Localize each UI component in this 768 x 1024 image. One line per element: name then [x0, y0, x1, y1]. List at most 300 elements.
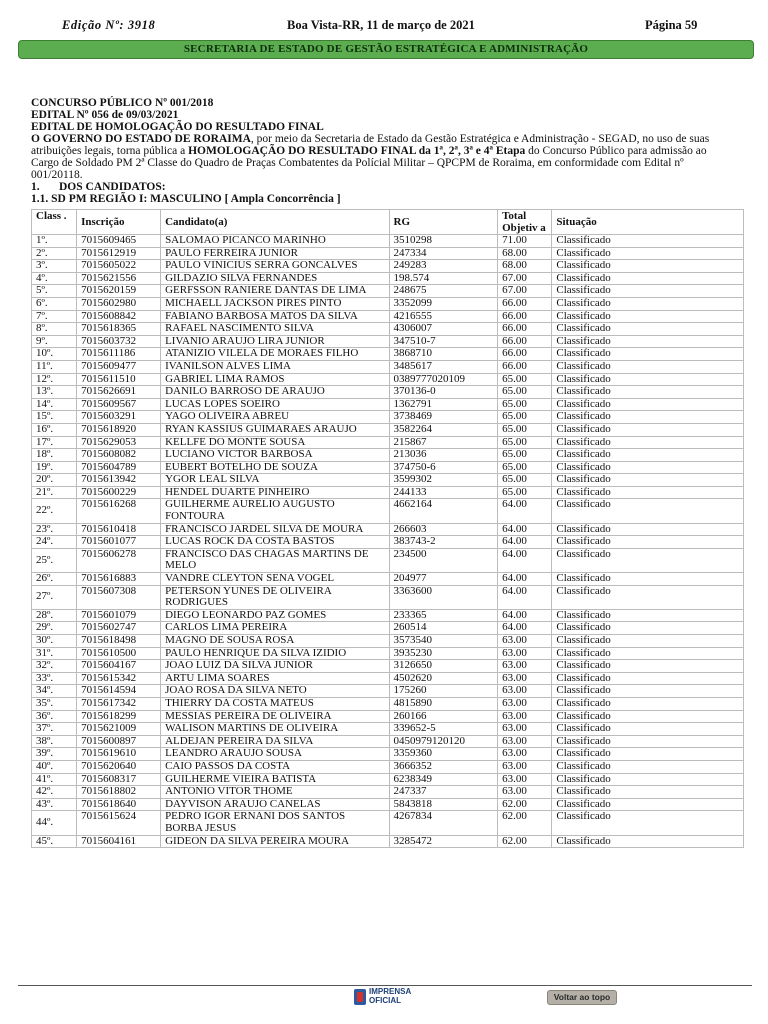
cell-candidato: GIDEON DA SILVA PEREIRA MOURA — [161, 835, 389, 848]
cell-total: 67.00 — [498, 285, 552, 298]
cell-inscricao: 7015612919 — [77, 247, 161, 260]
cell-rg: 213036 — [389, 449, 498, 462]
table-row — [32, 423, 744, 436]
cell-situacao: Classificado — [552, 635, 744, 648]
cell-candidato: PAULO FERREIRA JUNIOR — [161, 247, 389, 260]
cell-total: 68.00 — [498, 260, 552, 273]
cell-situacao: Classificado — [552, 285, 744, 298]
cell-inscricao: 7015601077 — [77, 536, 161, 549]
cell-total: 62.00 — [498, 811, 552, 835]
cell-class: 20º. — [32, 474, 77, 487]
cell-rg: 175260 — [389, 685, 498, 698]
cell-situacao: Classificado — [552, 436, 744, 449]
cell-rg: 234500 — [389, 548, 498, 572]
cell-class: 43º. — [32, 798, 77, 811]
logo-text-2: OFICIAL — [369, 996, 401, 1005]
cell-situacao: Classificado — [552, 373, 744, 386]
cell-candidato: GUILHERME VIEIRA BATISTA — [161, 773, 389, 786]
cell-class: 32º. — [32, 660, 77, 673]
table-row — [32, 461, 744, 474]
cell-class: 14º. — [32, 398, 77, 411]
cell-situacao: Classificado — [552, 323, 744, 336]
cell-inscricao: 7015607308 — [77, 585, 161, 609]
cell-inscricao: 7015616268 — [77, 499, 161, 523]
cell-total: 63.00 — [498, 672, 552, 685]
table-row — [32, 710, 744, 723]
cell-inscricao: 7015609465 — [77, 235, 161, 248]
table-row — [32, 685, 744, 698]
table-row — [32, 310, 744, 323]
cell-total: 63.00 — [498, 685, 552, 698]
cell-candidato: MESSIAS PEREIRA DE OLIVEIRA — [161, 710, 389, 723]
cell-inscricao: 7015626691 — [77, 386, 161, 399]
cell-total: 63.00 — [498, 710, 552, 723]
cell-situacao: Classificado — [552, 247, 744, 260]
cell-class: 11º. — [32, 360, 77, 373]
cell-situacao: Classificado — [552, 335, 744, 348]
cell-rg: 3363600 — [389, 585, 498, 609]
cell-total: 65.00 — [498, 486, 552, 499]
cell-class: 16º. — [32, 423, 77, 436]
cell-total: 65.00 — [498, 373, 552, 386]
cell-class: 35º. — [32, 697, 77, 710]
cell-rg: 3666352 — [389, 760, 498, 773]
cell-inscricao: 7015604789 — [77, 461, 161, 474]
table-row — [32, 835, 744, 848]
concurso-line: CONCURSO PÚBLICO Nº 001/2018 — [31, 97, 214, 109]
cell-candidato: LUCAS ROCK DA COSTA BASTOS — [161, 536, 389, 549]
cell-candidato: CAIO PASSOS DA COSTA — [161, 760, 389, 773]
table-row — [32, 748, 744, 761]
cell-situacao: Classificado — [552, 760, 744, 773]
page-number: Página 59 — [645, 18, 698, 32]
cell-total: 66.00 — [498, 335, 552, 348]
cell-situacao: Classificado — [552, 348, 744, 361]
table-row — [32, 585, 744, 609]
cell-situacao: Classificado — [552, 386, 744, 399]
edital-title: EDITAL DE HOMOLOGAÇÃO DO RESULTADO FINAL — [31, 121, 324, 133]
edition-number: Edição Nº: 3918 — [62, 18, 156, 32]
cell-situacao: Classificado — [552, 461, 744, 474]
cell-candidato: GILDAZIO SILVA FERNANDES — [161, 272, 389, 285]
header-candidato: Candidato(a) — [161, 210, 389, 235]
cell-total: 63.00 — [498, 773, 552, 786]
imprensa-oficial-logo[interactable] — [354, 987, 416, 1007]
cell-rg: 3599302 — [389, 474, 498, 487]
cell-class: 37º. — [32, 723, 77, 736]
table-row — [32, 647, 744, 660]
cell-inscricao: 7015611510 — [77, 373, 161, 386]
cell-situacao: Classificado — [552, 310, 744, 323]
table-row — [32, 635, 744, 648]
subsection-heading: 1.1. SD PM REGIÃO I: MASCULINO [ Ampla Concorrência ] — [31, 193, 341, 205]
cell-candidato: HENDEL DUARTE PINHEIRO — [161, 486, 389, 499]
table-row — [32, 285, 744, 298]
cell-situacao: Classificado — [552, 297, 744, 310]
cell-candidato: KELLFE DO MONTE SOUSA — [161, 436, 389, 449]
cell-total: 64.00 — [498, 622, 552, 635]
table-row — [32, 297, 744, 310]
secretariat-banner: SECRETARIA DE ESTADO DE GESTÃO ESTRATÉGICA E ADMINISTRAÇÃO — [18, 40, 754, 59]
cell-candidato: WALISON MARTINS DE OLIVEIRA — [161, 723, 389, 736]
cell-candidato: LIVANIO ARAUJO LIRA JUNIOR — [161, 335, 389, 348]
intro-text-2: do Concurso Público para admissão ao Cargo de Soldado PM 2ª Classe do Quadro de Praças Combatentes da Polícial Militar – QPCPM de Roraima, em conformidade com Edital nº 001/20118. — [31, 145, 707, 181]
cell-rg: 339652-5 — [389, 723, 498, 736]
cell-inscricao: 7015602747 — [77, 622, 161, 635]
cell-rg: 4267834 — [389, 811, 498, 835]
table-row — [32, 411, 744, 424]
cell-class: 40º. — [32, 760, 77, 773]
cell-class: 4º. — [32, 272, 77, 285]
cell-rg: 4502620 — [389, 672, 498, 685]
cell-inscricao: 7015618299 — [77, 710, 161, 723]
cell-situacao: Classificado — [552, 660, 744, 673]
cell-total: 64.00 — [498, 585, 552, 609]
cell-situacao: Classificado — [552, 773, 744, 786]
table-row — [32, 548, 744, 572]
cell-class: 10º. — [32, 348, 77, 361]
cell-rg: 374750-6 — [389, 461, 498, 474]
cell-candidato: IVANILSON ALVES LIMA — [161, 360, 389, 373]
cell-inscricao: 7015620159 — [77, 285, 161, 298]
cell-class: 27º. — [32, 585, 77, 609]
cell-total: 65.00 — [498, 423, 552, 436]
cell-total: 71.00 — [498, 235, 552, 248]
cell-situacao: Classificado — [552, 723, 744, 736]
cell-rg: 3359360 — [389, 748, 498, 761]
cell-rg: 3285472 — [389, 835, 498, 848]
table-row — [32, 260, 744, 273]
cell-rg: 247334 — [389, 247, 498, 260]
table-row — [32, 247, 744, 260]
table-row — [32, 735, 744, 748]
cell-inscricao: 7015608317 — [77, 773, 161, 786]
cell-rg: 3510298 — [389, 235, 498, 248]
edital-line: EDITAL Nº 056 de 09/03/2021 — [31, 109, 179, 121]
cell-class: 18º. — [32, 449, 77, 462]
header-rg: RG — [389, 210, 498, 235]
back-to-top-button[interactable]: Voltar ao topo — [547, 990, 617, 1005]
cell-rg: 5843818 — [389, 798, 498, 811]
cell-class: 2º. — [32, 247, 77, 260]
cell-situacao: Classificado — [552, 585, 744, 609]
cell-inscricao: 7015618802 — [77, 786, 161, 799]
cell-class: 12º. — [32, 373, 77, 386]
cell-candidato: ANTONIO VITOR THOME — [161, 786, 389, 799]
header-class: Class . — [32, 210, 77, 235]
cell-situacao: Classificado — [552, 449, 744, 462]
section-title: DOS CANDIDATOS: — [59, 181, 166, 193]
cell-inscricao: 7015604167 — [77, 660, 161, 673]
cell-rg: 260514 — [389, 622, 498, 635]
cell-total: 62.00 — [498, 835, 552, 848]
cell-class: 33º. — [32, 672, 77, 685]
cell-inscricao: 7015606278 — [77, 548, 161, 572]
cell-situacao: Classificado — [552, 235, 744, 248]
cell-situacao: Classificado — [552, 398, 744, 411]
cell-inscricao: 7015629053 — [77, 436, 161, 449]
cell-candidato: LUCAS LOPES SOEIRO — [161, 398, 389, 411]
cell-total: 64.00 — [498, 499, 552, 523]
cell-rg: 244133 — [389, 486, 498, 499]
cell-inscricao: 7015603291 — [77, 411, 161, 424]
cell-total: 65.00 — [498, 436, 552, 449]
cell-rg: 3126650 — [389, 660, 498, 673]
table-row — [32, 660, 744, 673]
cell-total: 63.00 — [498, 786, 552, 799]
cell-inscricao: 7015601079 — [77, 609, 161, 622]
cell-candidato: THIERRY DA COSTA MATEUS — [161, 697, 389, 710]
cell-situacao: Classificado — [552, 748, 744, 761]
cell-candidato: SALOMAO PICANCO MARINHO — [161, 235, 389, 248]
cell-situacao: Classificado — [552, 735, 744, 748]
cell-candidato: GUILHERME AURELIO AUGUSTO FONTOURA — [161, 499, 389, 523]
cell-total: 63.00 — [498, 760, 552, 773]
cell-class: 13º. — [32, 386, 77, 399]
table-row — [32, 449, 744, 462]
table-row — [32, 348, 744, 361]
cell-total: 66.00 — [498, 348, 552, 361]
cell-situacao: Classificado — [552, 710, 744, 723]
cell-situacao: Classificado — [552, 523, 744, 536]
cell-class: 41º. — [32, 773, 77, 786]
cell-total: 65.00 — [498, 474, 552, 487]
intro-paragraph — [31, 133, 721, 181]
cell-inscricao: 7015618365 — [77, 323, 161, 336]
table-row — [32, 474, 744, 487]
cell-rg: 3485617 — [389, 360, 498, 373]
cell-candidato: ATANIZIO VILELA DE MORAES FILHO — [161, 348, 389, 361]
cell-class: 30º. — [32, 635, 77, 648]
cell-candidato: PEDRO IGOR ERNANI DOS SANTOS BORBA JESUS — [161, 811, 389, 835]
cell-total: 64.00 — [498, 548, 552, 572]
cell-class: 29º. — [32, 622, 77, 635]
cell-total: 65.00 — [498, 461, 552, 474]
table-row — [32, 436, 744, 449]
cell-inscricao: 7015604161 — [77, 835, 161, 848]
cell-situacao: Classificado — [552, 685, 744, 698]
cell-total: 63.00 — [498, 697, 552, 710]
cell-inscricao: 7015602980 — [77, 297, 161, 310]
cell-total: 67.00 — [498, 272, 552, 285]
cell-rg: 1362791 — [389, 398, 498, 411]
intro-text-1: , por meio da Secretaria de Estado da Gestão Estratégica e Administração - SEGAD, no uso de suas atribuições legais, torna pública a — [31, 133, 710, 157]
cell-inscricao: 7015600229 — [77, 486, 161, 499]
results-table — [31, 209, 744, 848]
cell-inscricao: 7015603732 — [77, 335, 161, 348]
cell-inscricao: 7015619610 — [77, 748, 161, 761]
cell-situacao: Classificado — [552, 272, 744, 285]
cell-candidato: LEANDRO ARAUJO SOUSA — [161, 748, 389, 761]
cell-rg: 215867 — [389, 436, 498, 449]
cell-total: 65.00 — [498, 411, 552, 424]
cell-situacao: Classificado — [552, 499, 744, 523]
cell-total: 64.00 — [498, 609, 552, 622]
cell-situacao: Classificado — [552, 786, 744, 799]
cell-situacao: Classificado — [552, 548, 744, 572]
cell-total: 66.00 — [498, 323, 552, 336]
cell-inscricao: 7015600897 — [77, 735, 161, 748]
table-row — [32, 536, 744, 549]
cell-total: 63.00 — [498, 723, 552, 736]
cell-inscricao: 7015605022 — [77, 260, 161, 273]
table-row — [32, 609, 744, 622]
cell-class: 45º. — [32, 835, 77, 848]
cell-total: 64.00 — [498, 536, 552, 549]
cell-situacao: Classificado — [552, 811, 744, 835]
cell-candidato: FABIANO BARBOSA MATOS DA SILVA — [161, 310, 389, 323]
cell-rg: 383743-2 — [389, 536, 498, 549]
table-row — [32, 773, 744, 786]
cell-class: 5º. — [32, 285, 77, 298]
cell-rg: 4216555 — [389, 310, 498, 323]
cell-total: 63.00 — [498, 647, 552, 660]
cell-rg: 204977 — [389, 573, 498, 586]
cell-inscricao: 7015608082 — [77, 449, 161, 462]
cell-candidato: YAGO OLIVEIRA ABREU — [161, 411, 389, 424]
cell-candidato: PETERSON YUNES DE OLIVEIRA RODRIGUES — [161, 585, 389, 609]
cell-class: 26º. — [32, 573, 77, 586]
table-row — [32, 786, 744, 799]
cell-candidato: RAFAEL NASCIMENTO SILVA — [161, 323, 389, 336]
cell-class: 3º. — [32, 260, 77, 273]
cell-inscricao: 7015611186 — [77, 348, 161, 361]
cell-class: 42º. — [32, 786, 77, 799]
cell-class: 36º. — [32, 710, 77, 723]
cell-rg: 3738469 — [389, 411, 498, 424]
section-heading — [31, 181, 721, 193]
cell-candidato: ARTU LIMA SOARES — [161, 672, 389, 685]
cell-total: 65.00 — [498, 386, 552, 399]
cell-situacao: Classificado — [552, 609, 744, 622]
cell-total: 62.00 — [498, 798, 552, 811]
cell-class: 23º. — [32, 523, 77, 536]
cell-rg: 4662164 — [389, 499, 498, 523]
cell-inscricao: 7015618640 — [77, 798, 161, 811]
cell-candidato: DANILO BARROSO DE ARAUJO — [161, 386, 389, 399]
cell-rg: 3573540 — [389, 635, 498, 648]
cell-class: 38º. — [32, 735, 77, 748]
cell-inscricao: 7015621009 — [77, 723, 161, 736]
table-header-row — [32, 210, 744, 235]
cell-situacao: Classificado — [552, 536, 744, 549]
cell-class: 21º. — [32, 486, 77, 499]
cell-inscricao: 7015616883 — [77, 573, 161, 586]
cell-inscricao: 7015610500 — [77, 647, 161, 660]
section-number: 1. — [31, 181, 40, 193]
cell-situacao: Classificado — [552, 486, 744, 499]
cell-rg: 248675 — [389, 285, 498, 298]
cell-class: 8º. — [32, 323, 77, 336]
cell-total: 66.00 — [498, 297, 552, 310]
cell-situacao: Classificado — [552, 647, 744, 660]
table-row — [32, 323, 744, 336]
cell-situacao: Classificado — [552, 423, 744, 436]
table-row — [32, 622, 744, 635]
cell-rg: 198.574 — [389, 272, 498, 285]
cell-rg: 3582264 — [389, 423, 498, 436]
cell-candidato: CARLOS LIMA PEREIRA — [161, 622, 389, 635]
cell-total: 65.00 — [498, 449, 552, 462]
table-row — [32, 697, 744, 710]
table-row — [32, 486, 744, 499]
cell-inscricao: 7015621556 — [77, 272, 161, 285]
table-body — [32, 235, 744, 848]
cell-rg: 3868710 — [389, 348, 498, 361]
cell-class: 39º. — [32, 748, 77, 761]
cell-rg: 4306007 — [389, 323, 498, 336]
table-row — [32, 398, 744, 411]
cell-rg: 247337 — [389, 786, 498, 799]
cell-total: 63.00 — [498, 635, 552, 648]
cell-class: 6º. — [32, 297, 77, 310]
cell-class: 9º. — [32, 335, 77, 348]
place-date: Boa Vista-RR, 11 de março de 2021 — [287, 18, 475, 32]
cell-rg: 370136-0 — [389, 386, 498, 399]
edital-intro — [31, 97, 721, 205]
cell-total: 63.00 — [498, 748, 552, 761]
cell-rg: 347510-7 — [389, 335, 498, 348]
cell-rg: 249283 — [389, 260, 498, 273]
cell-candidato: FRANCISCO JARDEL SILVA DE MOURA — [161, 523, 389, 536]
cell-inscricao: 7015615624 — [77, 811, 161, 835]
cell-class: 44º. — [32, 811, 77, 835]
cell-situacao: Classificado — [552, 474, 744, 487]
cell-total: 64.00 — [498, 573, 552, 586]
cell-candidato: PAULO HENRIQUE DA SILVA IZIDIO — [161, 647, 389, 660]
table-row — [32, 386, 744, 399]
cell-candidato: EUBERT BOTELHO DE SOUZA — [161, 461, 389, 474]
footer-divider — [18, 985, 752, 986]
cell-total: 63.00 — [498, 735, 552, 748]
cell-inscricao: 7015618498 — [77, 635, 161, 648]
cell-inscricao: 7015617342 — [77, 697, 161, 710]
page-header — [0, 18, 768, 36]
cell-rg: 0389777020109 — [389, 373, 498, 386]
cell-candidato: JOAO LUIZ DA SILVA JUNIOR — [161, 660, 389, 673]
table-row — [32, 360, 744, 373]
table-row — [32, 272, 744, 285]
cell-rg: 3352099 — [389, 297, 498, 310]
cell-candidato: YGOR LEAL SILVA — [161, 474, 389, 487]
cell-inscricao: 7015608842 — [77, 310, 161, 323]
logo-icon — [354, 989, 366, 1005]
cell-candidato: MICHAELL JACKSON PIRES PINTO — [161, 297, 389, 310]
intro-bold-2: HOMOLOGAÇÃO DO RESULTADO FINAL da 1ª, 2ª, 3ª e 4ª Etapa — [188, 145, 526, 157]
cell-class: 34º. — [32, 685, 77, 698]
cell-inscricao: 7015613942 — [77, 474, 161, 487]
cell-rg: 0450979120120 — [389, 735, 498, 748]
cell-candidato: JOAO ROSA DA SILVA NETO — [161, 685, 389, 698]
cell-inscricao: 7015620640 — [77, 760, 161, 773]
cell-candidato: DAYVISON ARAUJO CANELAS — [161, 798, 389, 811]
cell-class: 7º. — [32, 310, 77, 323]
cell-rg: 266603 — [389, 523, 498, 536]
cell-rg: 4815890 — [389, 697, 498, 710]
cell-situacao: Classificado — [552, 697, 744, 710]
table-row — [32, 672, 744, 685]
cell-total: 66.00 — [498, 360, 552, 373]
table-row — [32, 798, 744, 811]
cell-situacao: Classificado — [552, 798, 744, 811]
cell-rg: 3935230 — [389, 647, 498, 660]
table-row — [32, 499, 744, 523]
intro-bold-1: O GOVERNO DO ESTADO DE RORAIMA — [31, 133, 251, 145]
cell-candidato: GABRIEL LIMA RAMOS — [161, 373, 389, 386]
cell-inscricao: 7015615342 — [77, 672, 161, 685]
cell-candidato: RYAN KASSIUS GUIMARAES ARAUJO — [161, 423, 389, 436]
cell-class: 25º. — [32, 548, 77, 572]
